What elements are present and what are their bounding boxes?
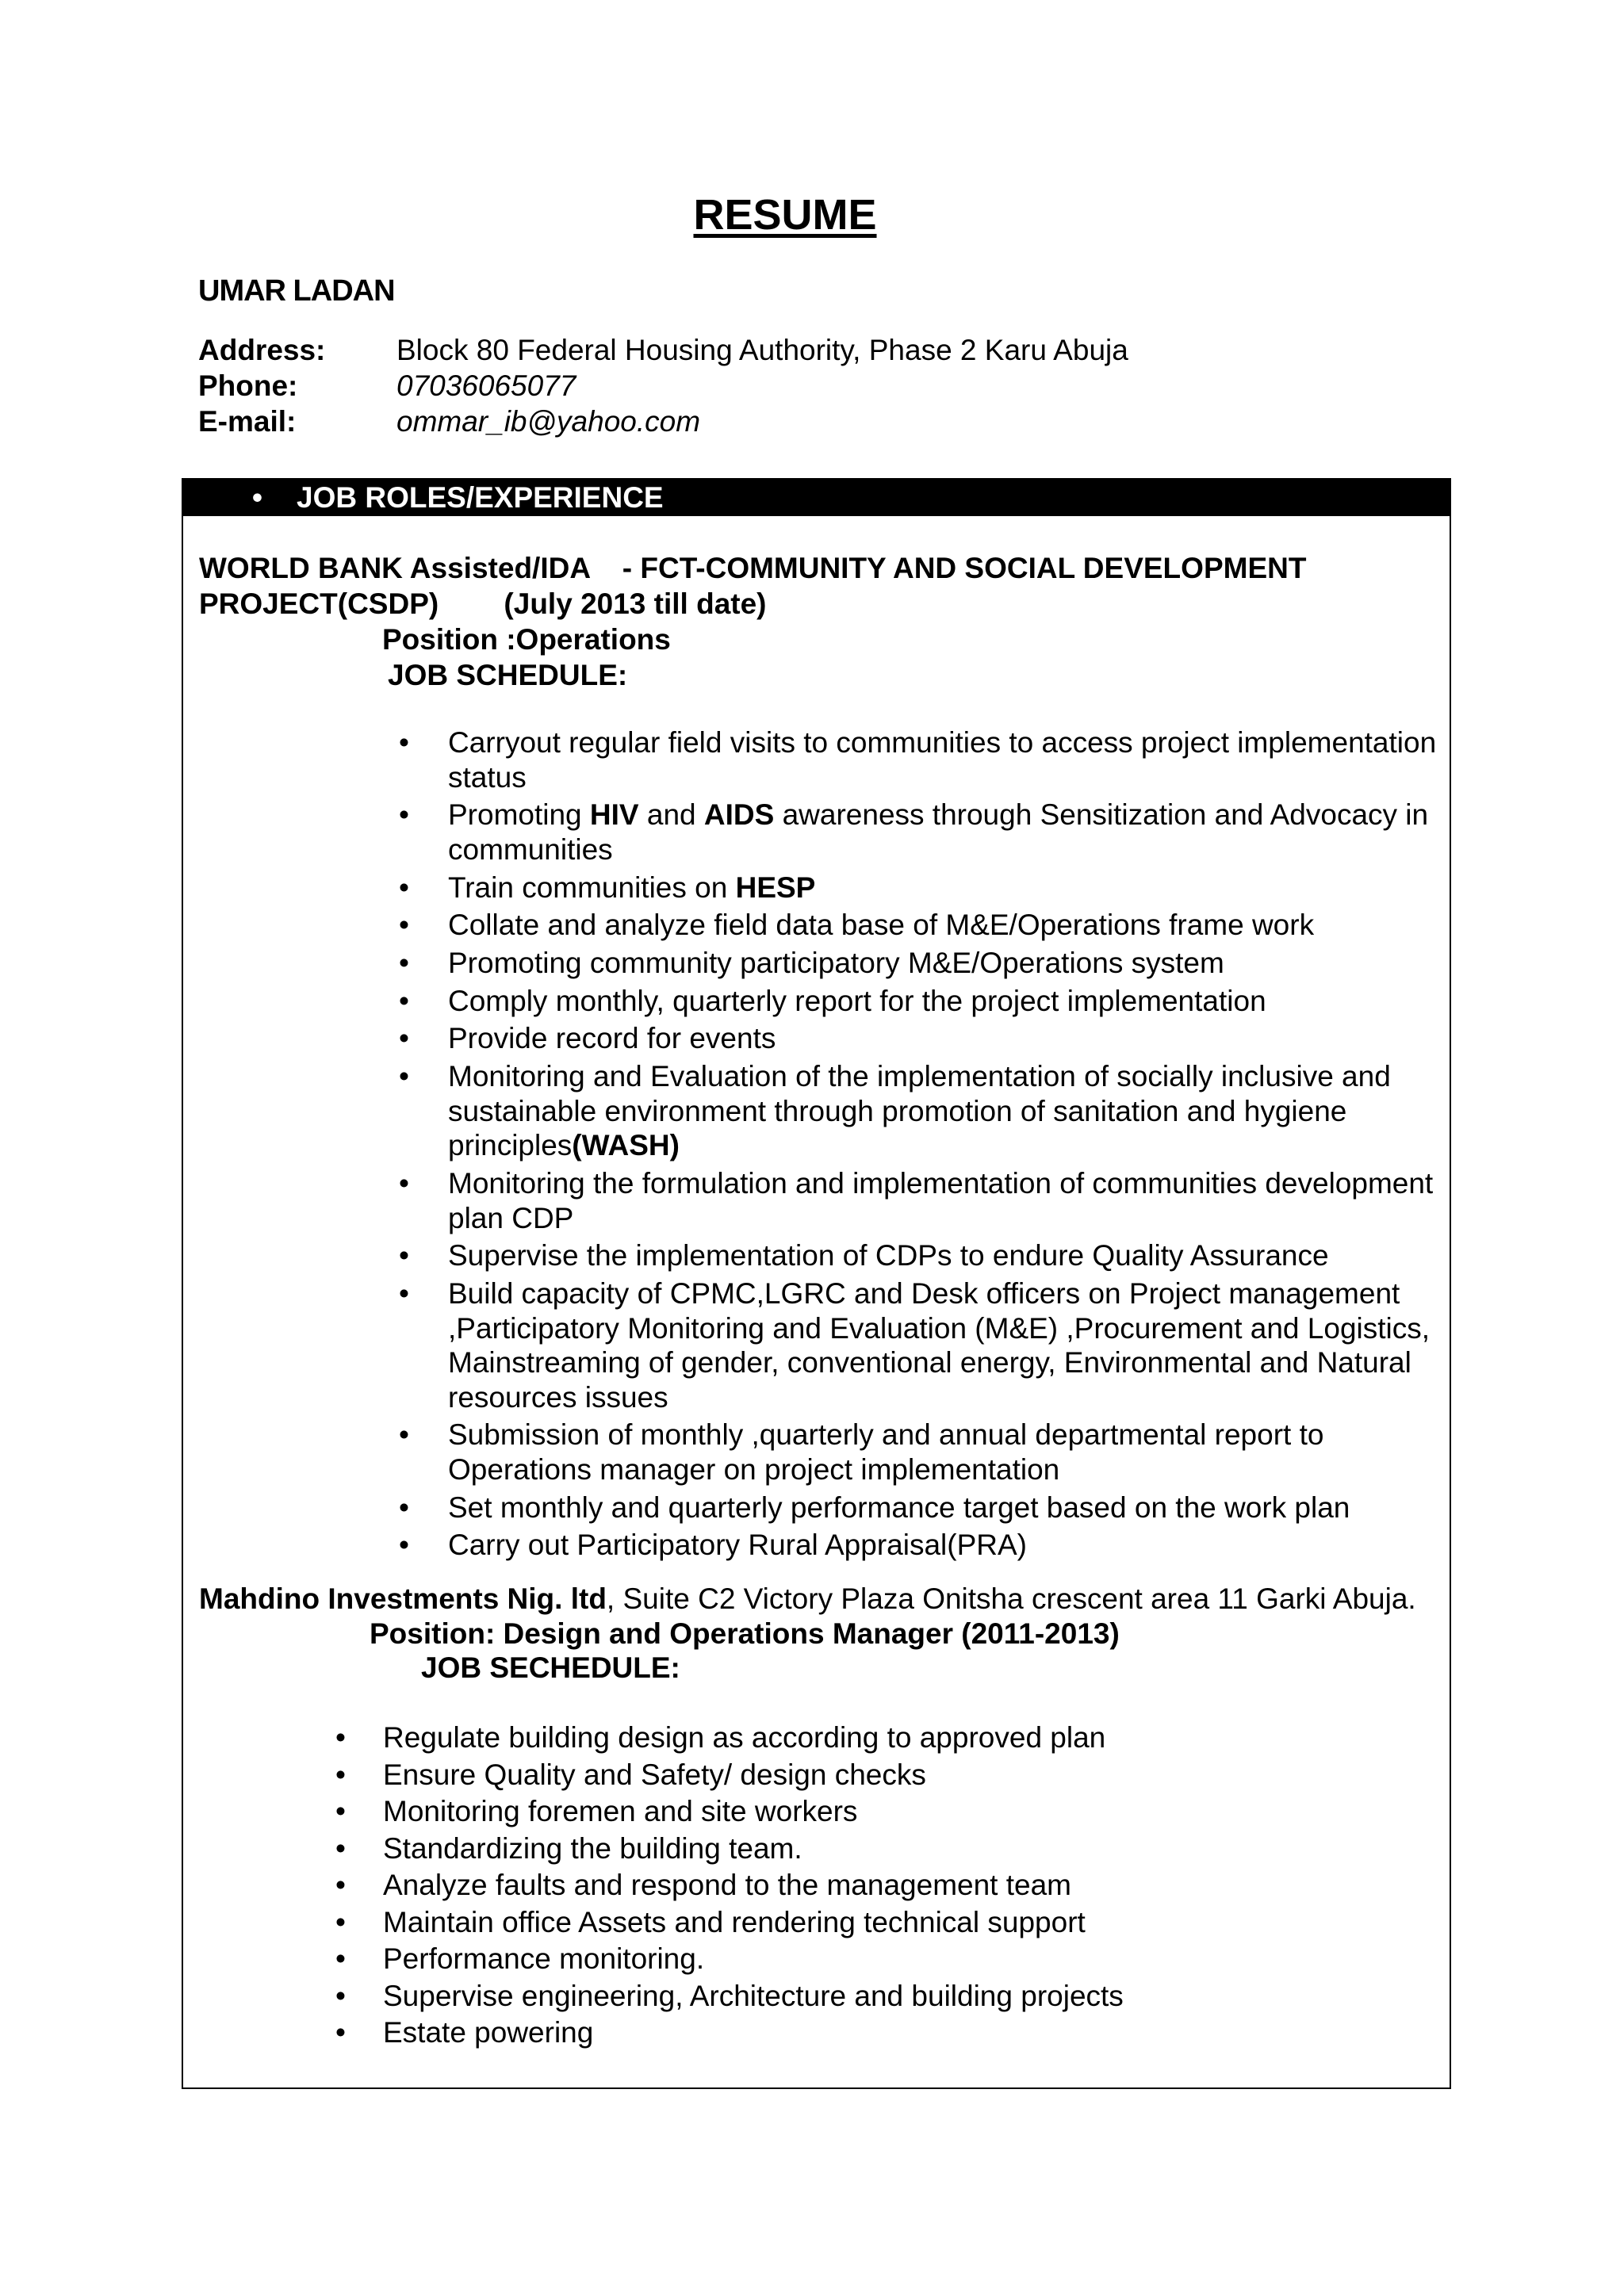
duty-text (448, 1528, 1439, 1563)
email-label: E-mail: (198, 405, 297, 438)
duty-text-bold: (WASH) (572, 1129, 680, 1162)
duty-text (448, 871, 1439, 905)
list-item (399, 1021, 1439, 1056)
duty-text-part: Train communities on (448, 871, 736, 904)
bullet-icon: • (335, 1758, 346, 1791)
job1-position: Position :Operations (382, 623, 671, 656)
duty-text: Standardizing the building team. (383, 1831, 802, 1865)
duty-text (448, 1021, 1439, 1056)
section-header-label: JOB ROLES/EXPERIENCE (297, 481, 664, 515)
duty-text: Estate powering (383, 2016, 594, 2049)
list-item (399, 725, 1439, 794)
bullet-icon: • (399, 726, 409, 759)
job1-header (199, 551, 1436, 694)
duty-text (448, 946, 1439, 981)
address-label: Address: (198, 334, 326, 366)
bullet-icon: • (335, 2016, 346, 2049)
duty-text-bold: AIDS (703, 798, 775, 832)
duty-text-part: Set monthly and quarterly performance target based on the work plan (448, 1490, 1350, 1524)
bullet-icon: • (335, 1979, 346, 2012)
list-item (335, 1831, 1374, 1869)
duty-text (448, 1059, 1439, 1163)
duty-text-part: Carry out Participatory Rural Appraisal(PRA) (448, 1529, 1027, 1562)
job2-company-line (199, 1582, 1436, 1617)
list-item (399, 1238, 1439, 1273)
bullet-icon: • (399, 1529, 409, 1562)
job1-title-line2: PROJECT(CSDP) (July 2013 till date) (199, 587, 767, 620)
duty-text-part: awareness through Sensitization and Advocacy in communities (448, 798, 1429, 866)
bullet-icon: • (399, 798, 409, 832)
list-item (399, 1490, 1439, 1525)
list-item (399, 946, 1439, 981)
job1-duties-list (399, 725, 1439, 1566)
list-item (335, 1794, 1374, 1831)
experience-box (182, 478, 1451, 2089)
job2-position: Position: Design and Operations Manager (2011-2013) (370, 1617, 1120, 1650)
list-item (335, 1905, 1374, 1942)
duty-text-part: Monitoring the formulation and implementation of communities development plan CDP (448, 1166, 1434, 1234)
contact-block (198, 333, 1128, 440)
candidate-name: UMAR LADAN (198, 274, 395, 308)
duty-text-part: Submission of monthly ,quarterly and annual departmental report to Operations manager on project implementation (448, 1418, 1324, 1487)
bullet-icon: • (399, 1490, 409, 1524)
duty-text (448, 1166, 1439, 1235)
duty-text: Regulate building design as according to approved plan (383, 1721, 1106, 1754)
duty-text (448, 725, 1439, 794)
bullet-icon: • (399, 984, 409, 1017)
duty-text: Monitoring foremen and site workers (383, 1795, 858, 1827)
list-item (335, 1942, 1374, 1979)
bullet-icon: • (335, 1831, 346, 1865)
list-item (399, 1418, 1439, 1487)
duty-text (448, 1418, 1439, 1487)
job2-company: Mahdino Investments Nig. ltd (199, 1582, 607, 1615)
list-item (399, 871, 1439, 905)
bullet-icon: • (399, 1418, 409, 1452)
list-item (399, 798, 1439, 867)
duty-text (448, 1238, 1439, 1273)
bullet-icon: • (252, 481, 262, 515)
job1-schedule-label: JOB SCHEDULE: (388, 659, 628, 691)
list-item (399, 1059, 1439, 1163)
bullet-icon: • (335, 1795, 346, 1827)
phone-value: 07036065077 (396, 369, 576, 402)
duty-text: Ensure Quality and Safety/ design checks (383, 1758, 926, 1791)
duty-text (448, 1276, 1439, 1415)
page-title: RESUME (693, 191, 877, 239)
duty-text: Performance monitoring. (383, 1942, 705, 1975)
job1-title-line1: WORLD BANK Assisted/IDA - FCT-COMMUNITY AND SOCIAL DEVELOPMENT (199, 552, 1307, 584)
section-header (182, 480, 1450, 516)
duty-text-part: Build capacity of CPMC,LGRC and Desk officers on Project management ,Participatory Monitoring and Evaluation (M&E) ,Procurement and Logistics, Mainstreaming of gender, conventional energy, Environmental and Natural resources issues (448, 1276, 1431, 1414)
list-item (335, 1758, 1374, 1795)
duty-text-part: Collate and analyze field data base of M&E/Operations frame work (448, 909, 1315, 942)
bullet-icon: • (399, 1022, 409, 1055)
duty-text-part: Carryout regular field visits to communities to access project implementation status (448, 726, 1437, 794)
email-value: ommar_ib@yahoo.com (396, 405, 701, 438)
duty-text-part: Comply monthly, quarterly report for the project implementation (448, 984, 1266, 1017)
bullet-icon: • (399, 1239, 409, 1272)
bullet-icon: • (399, 946, 409, 979)
duty-text (448, 798, 1439, 867)
job2-duties-list (335, 1720, 1374, 2053)
duty-text (448, 1490, 1439, 1525)
duty-text-part: Promoting (448, 798, 590, 832)
bullet-icon: • (399, 1059, 409, 1093)
list-item (399, 1276, 1439, 1415)
list-item (399, 1528, 1439, 1563)
bullet-icon: • (335, 1721, 346, 1754)
bullet-icon: • (399, 909, 409, 942)
duty-text-bold: HIV (589, 798, 639, 832)
bullet-icon: • (399, 1276, 409, 1310)
list-item (335, 2015, 1374, 2053)
list-item (335, 1720, 1374, 1758)
duty-text-part: Promoting community participatory M&E/Operations system (448, 946, 1224, 979)
list-item (335, 1979, 1374, 2016)
list-item (399, 908, 1439, 943)
duty-text (448, 908, 1439, 943)
address-value: Block 80 Federal Housing Authority, Phase 2 Karu Abuja (396, 334, 1128, 366)
list-item (399, 1166, 1439, 1235)
bullet-icon: • (335, 1905, 346, 1938)
duty-text: Supervise engineering, Architecture and building projects (383, 1979, 1124, 2012)
bullet-icon: • (335, 1869, 346, 1901)
duty-text-part: Monitoring and Evaluation of the implementation of socially inclusive and sustainable environment through promotion of sanitation and hygiene principles (448, 1059, 1391, 1162)
duty-text-part: Supervise the implementation of CDPs to endure Quality Assurance (448, 1239, 1329, 1272)
address-row (198, 333, 1128, 369)
job2-company-rest: , Suite C2 Victory Plaza Onitsha crescent area 11 Garki Abuja. (606, 1582, 1416, 1615)
bullet-icon: • (399, 1166, 409, 1200)
phone-row (198, 369, 1128, 404)
phone-label: Phone: (198, 369, 298, 402)
job2-schedule-label: JOB SECHEDULE: (421, 1651, 680, 1685)
duty-text-bold: HESP (735, 871, 816, 904)
duty-text: Maintain office Assets and rendering technical support (383, 1905, 1086, 1938)
list-item (335, 1868, 1374, 1905)
duty-text (448, 984, 1439, 1019)
bullet-icon: • (399, 871, 409, 904)
email-row (198, 404, 1128, 440)
duty-text: Analyze faults and respond to the management team (383, 1869, 1071, 1901)
duty-text-part: and (638, 798, 704, 832)
list-item (399, 984, 1439, 1019)
job2-header (199, 1582, 1436, 1686)
bullet-icon: • (335, 1942, 346, 1975)
duty-text-part: Provide record for events (448, 1022, 776, 1055)
